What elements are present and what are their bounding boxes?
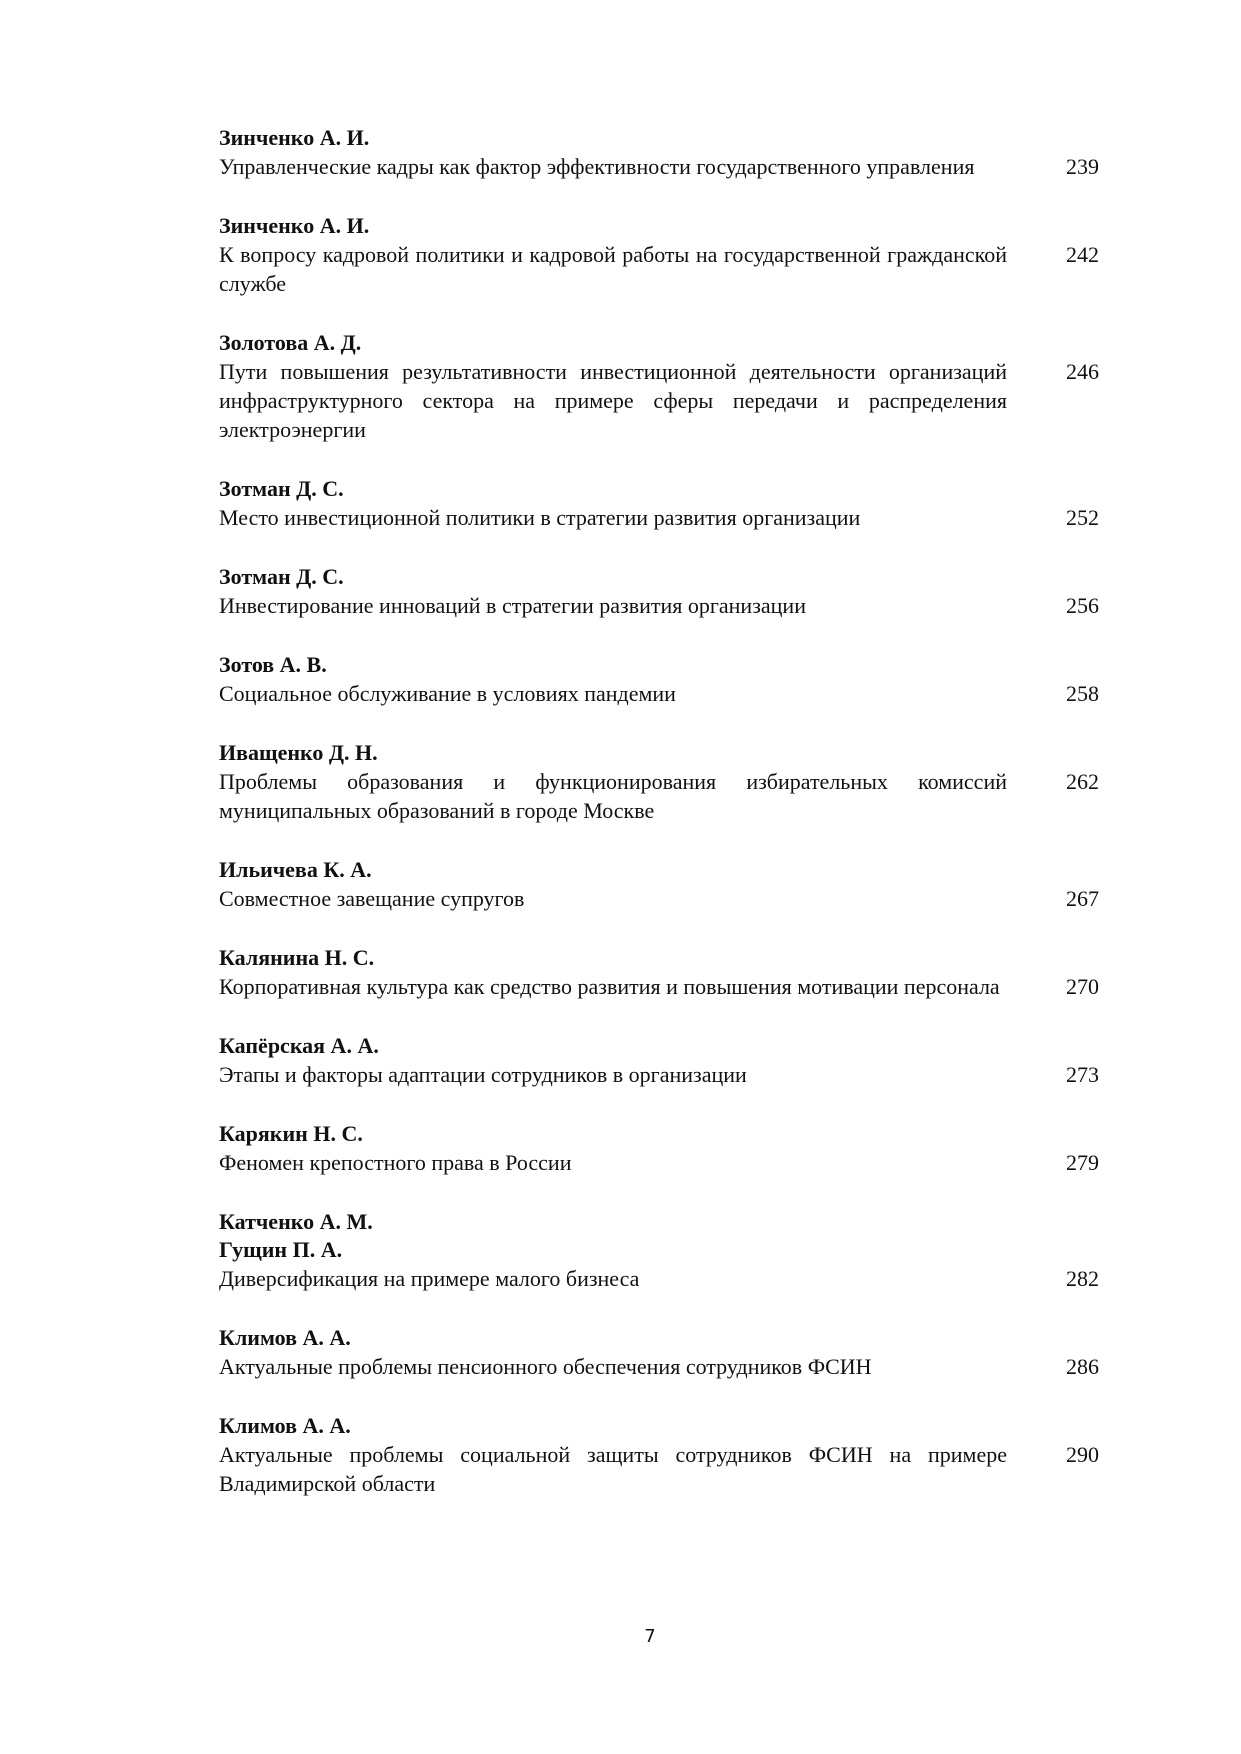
toc-entry-page: 239: [1066, 154, 1099, 179]
toc-entry-title: Проблемы образования и функционирования избирательных комиссий муниципальных образований в городе Москве: [219, 769, 1007, 823]
toc-entry: [219, 944, 1099, 1001]
toc-entry-page: 286: [1066, 1354, 1099, 1379]
toc-entry-title: Актуальные проблемы социальной защиты сотрудников ФСИН на примере Владимирской области: [219, 1442, 1007, 1496]
toc-entry-row: [219, 357, 1099, 444]
toc-entry-page: 273: [1066, 1062, 1099, 1087]
toc-entry-row: [219, 1440, 1099, 1498]
toc-entry-author: Капёрская А. А.: [219, 1033, 379, 1058]
toc-entry-row: [219, 1060, 1099, 1089]
toc-entry-author: Климов А. А.: [219, 1413, 351, 1438]
toc-entry-page: 252: [1066, 505, 1099, 530]
toc-entry-page: 246: [1066, 359, 1099, 384]
toc-entry-author: Зотов А. В.: [219, 652, 327, 677]
toc-entry: [219, 739, 1099, 825]
toc-entry-page: 267: [1066, 886, 1099, 911]
toc-entry: [219, 475, 1099, 532]
toc-entry-title: Управленческие кадры как фактор эффективности государственного управления: [219, 154, 975, 179]
toc-entry-title: Этапы и факторы адаптации сотрудников в организации: [219, 1062, 747, 1087]
toc-entry-author: Гущин П. А.: [219, 1237, 343, 1262]
page-number: 7: [644, 1626, 656, 1647]
toc-entry: [219, 329, 1099, 444]
toc-entry-author: Иващенко Д. Н.: [219, 740, 378, 765]
toc-entry-page: 279: [1066, 1150, 1099, 1175]
toc-entry-title: Диверсификация на примере малого бизнеса: [219, 1266, 640, 1291]
toc-entry-page: 242: [1066, 242, 1099, 267]
toc-entry-author: Зинченко А. И.: [219, 213, 370, 238]
toc-entry-page: 290: [1066, 1442, 1099, 1467]
toc-entry-title: Совместное завещание супругов: [219, 886, 525, 911]
toc-entry-author: Карякин Н. С.: [219, 1121, 363, 1146]
toc-entry-row: [219, 1352, 1099, 1381]
toc-entry: [219, 1120, 1099, 1177]
toc-entry-author: Калянина Н. С.: [219, 945, 375, 970]
toc-entry-row: [219, 240, 1099, 298]
toc-entry: [219, 563, 1099, 620]
toc-entry: [219, 212, 1099, 298]
toc-entry-title: Место инвестиционной политики в стратегии развития организации: [219, 505, 861, 530]
toc-entry: [219, 1032, 1099, 1089]
toc-entry-author: Зинченко А. И.: [219, 125, 370, 150]
toc-entry-row: [219, 503, 1099, 532]
toc-entry-title: К вопросу кадровой политики и кадровой работы на государственной гражданской службе: [219, 242, 1007, 296]
toc-entry-title: Социальное обслуживание в условиях пандемии: [219, 681, 676, 706]
toc-entry: [219, 124, 1099, 181]
toc-entry-author: Зотман Д. С.: [219, 564, 344, 589]
toc-entry-row: [219, 679, 1099, 708]
toc-entry-row: [219, 1264, 1099, 1293]
toc-entry-row: [219, 884, 1099, 913]
toc-entry-row: [219, 1148, 1099, 1177]
toc-entry: [219, 1412, 1099, 1498]
toc-entry: [219, 1208, 1099, 1293]
toc-entry: [219, 1324, 1099, 1381]
toc-entry-title: Актуальные проблемы пенсионного обеспечения сотрудников ФСИН: [219, 1354, 872, 1379]
toc-entry-page: 282: [1066, 1266, 1099, 1291]
toc-entry-row: [219, 152, 1099, 181]
toc-entry-author: Зотман Д. С.: [219, 476, 344, 501]
toc-entry-title: Инвестирование инноваций в стратегии развития организации: [219, 593, 806, 618]
toc-entry-title: Пути повышения результативности инвестиционной деятельности организаций инфраструктурного сектора на примере сферы передачи и распределения электроэнергии: [219, 359, 1007, 442]
toc-entry-page: 262: [1066, 769, 1099, 794]
toc-entry-author: Золотова А. Д.: [219, 330, 362, 355]
table-of-contents: [219, 124, 1099, 1529]
toc-entry-row: [219, 767, 1099, 825]
toc-entry-title: Корпоративная культура как средство развития и повышения мотивации персонала: [219, 974, 1000, 999]
toc-entry-page: 258: [1066, 681, 1099, 706]
toc-entry-row: [219, 972, 1099, 1001]
toc-entry-author: Ильичева К. А.: [219, 857, 372, 882]
toc-entry-row: [219, 591, 1099, 620]
toc-entry-page: 256: [1066, 593, 1099, 618]
toc-entry-page: 270: [1066, 974, 1099, 999]
toc-entry: [219, 651, 1099, 708]
toc-entry-author: Климов А. А.: [219, 1325, 351, 1350]
toc-entry: [219, 856, 1099, 913]
toc-entry-title: Феномен крепостного права в России: [219, 1150, 572, 1175]
toc-entry-author: Катченко А. М.: [219, 1209, 373, 1234]
